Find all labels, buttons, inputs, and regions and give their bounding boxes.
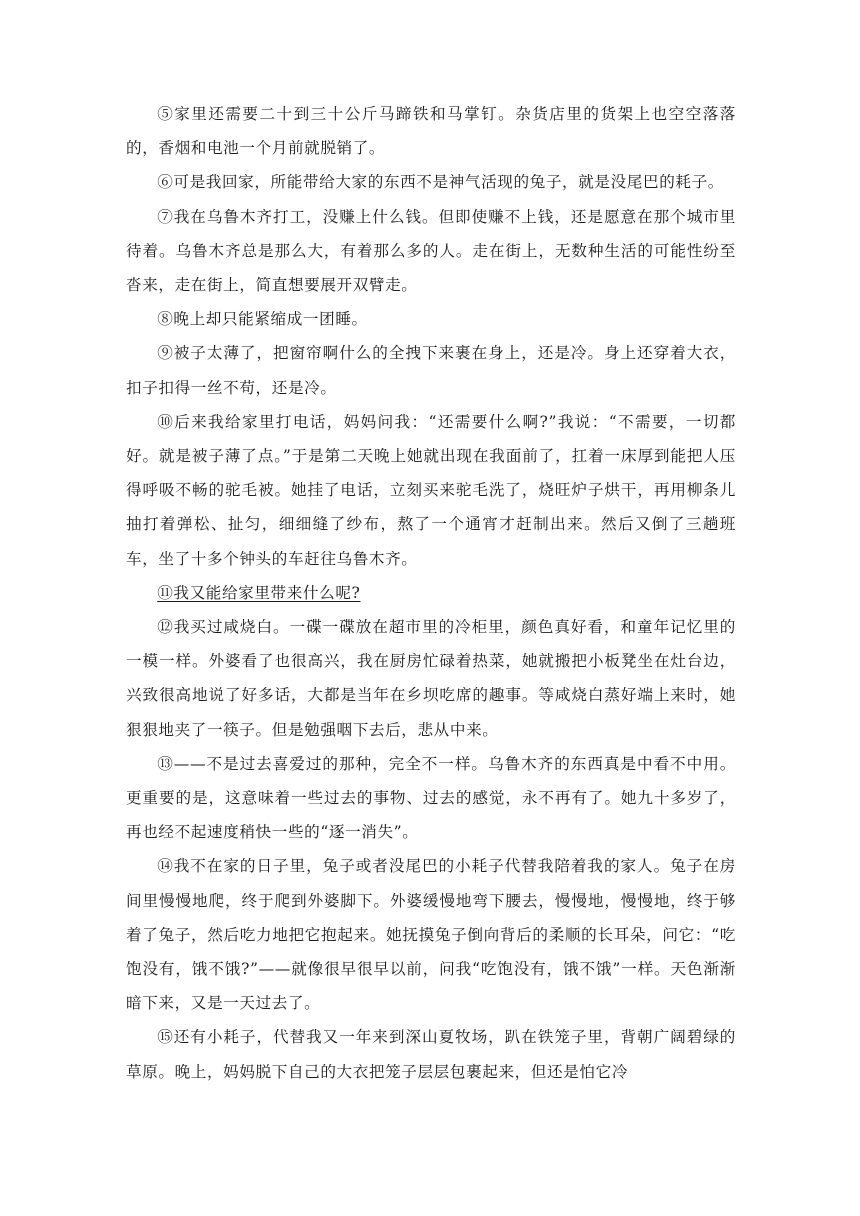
paragraph-7: ⑦我在乌鲁木齐打工，没赚上什么钱。但即使赚不上钱，还是愿意在那个城市里待着。乌鲁木齐总是那么大，有着那么多的人。走在街上，无数种生活的可能性纷至沓来，走在街上，简直想要展开双臂走。 <box>126 207 736 295</box>
paragraph-8: ⑧晚上却只能紧缩成一团睡。 <box>157 310 368 329</box>
paragraph-11 <box>126 576 736 610</box>
paragraph-15: ⑮还有小耗子，代替我又一年来到深山夏牧场，趴在铁笼子里，背朝广阔碧绿的草原。晚上，妈妈脱下自己的大衣把笼子层层包裹起来，但还是怕它冷 <box>126 1028 736 1081</box>
paragraph-14: ⑭我不在家的日子里，兔子或者没尾巴的小耗子代替我陪着我的家人。兔子在房间里慢慢地爬，终于爬到外婆脚下。外婆缓慢地弯下腰去，慢慢地，慢慢地，终于够着了兔子，然后吃力地把它抱起来。她抚摸兔子倒向背后的柔顺的长耳朵，问它：“吃饱没有，饿不饿?”——就像很早很早以前，问我“吃饱没有，饿不饿”一样。天色渐渐暗下来，又是一天过去了。 <box>126 857 736 1013</box>
article-body <box>126 97 736 1089</box>
paragraph-5: ⑤家里还需要二十到三十公斤马蹄铁和马掌钉。杂货店里的货架上也空空落落的，香烟和电池一个月前就脱销了。 <box>126 105 736 158</box>
paragraph-6: ⑥可是我回家，所能带给大家的东西不是神气活现的兔子，就是没尾巴的耗子。 <box>157 173 724 192</box>
paragraph-13: ⑬——不是过去喜爱过的那种，完全不一样。乌鲁木齐的东西真是中看不中用。更重要的是，这意味着一些过去的事物、过去的感觉，永不再有了。她九十多岁了，再也经不起速度稍快一些的“逐一消失”。 <box>126 754 736 842</box>
paragraph-10: ⑩后来我给家里打电话，妈妈问我：“还需要什么啊?”我说：“不需要，一切都好。就是被子薄了点。”于是第二天晚上她就出现在我面前了，扛着一床厚到能把人压得呼吸不畅的驼毛被。她挂了电话，立刻买来驼毛洗了，烧旺炉子烘干，再用柳条儿抽打着弹松、扯匀，细细缝了纱布，熬了一个通宵才赶制出来。然后又倒了三趟班车，坐了十多个钟头的车赶往乌鲁木齐。 <box>126 412 736 568</box>
underlined-question: ⑪我又能给家里带来什么呢? <box>157 583 361 602</box>
paragraph-12: ⑫我买过咸烧白。一碟一碟放在超市里的冷柜里，颜色真好看，和童年记忆里的一模一样。外婆看了也很高兴，我在厨房忙碌着热菜，她就搬把小板凳坐在灶台边，兴致很高地说了好多话，大都是当年在乡坝吃席的趣事。等咸烧白蒸好端上来时，她狠狠地夹了一筷子。但是勉强咽下去后，悲从中来。 <box>126 618 736 739</box>
paragraph-9: ⑨被子太薄了，把窗帘啊什么的全拽下来裹在身上，还是冷。身上还穿着大衣，扣子扣得一丝不苟，还是冷。 <box>126 344 736 397</box>
